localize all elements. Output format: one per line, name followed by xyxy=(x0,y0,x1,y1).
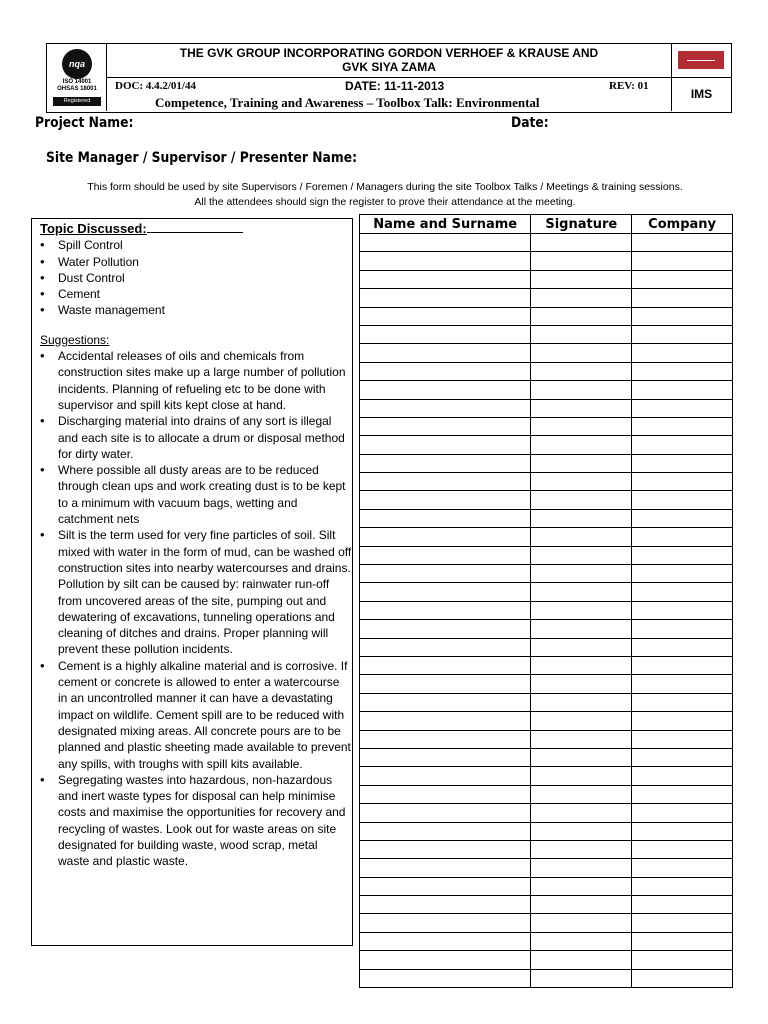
name-cell[interactable] xyxy=(360,289,531,307)
attendance-row xyxy=(360,546,733,564)
signature-cell[interactable] xyxy=(531,546,632,564)
topic-item: • Dust Control xyxy=(58,270,352,286)
suggestion-item: • Accidental releases of oils and chemicals from construction sites make up a large number of pollution incidents. Planning of refueling etc to be done with supervisor and spill kits kept close at hand. xyxy=(58,348,352,413)
company-cell[interactable] xyxy=(632,859,733,877)
nqa-logo-mark: nqa xyxy=(62,49,92,79)
suggestion-list xyxy=(40,348,352,870)
name-cell[interactable] xyxy=(360,399,531,417)
signature-cell[interactable] xyxy=(531,767,632,785)
signature-cell[interactable] xyxy=(531,730,632,748)
signature-cell[interactable] xyxy=(531,693,632,711)
column-header-signature: Signature xyxy=(531,215,632,234)
company-cell[interactable] xyxy=(632,473,733,491)
company-cell[interactable] xyxy=(632,656,733,674)
signature-cell[interactable] xyxy=(531,748,632,766)
attendance-row xyxy=(360,473,733,491)
company-cell[interactable] xyxy=(632,951,733,969)
signature-cell[interactable] xyxy=(531,583,632,601)
company-cell[interactable] xyxy=(632,730,733,748)
signature-cell[interactable] xyxy=(531,932,632,950)
attendance-row xyxy=(360,693,733,711)
name-cell[interactable] xyxy=(360,675,531,693)
document-header xyxy=(46,43,732,113)
signature-cell[interactable] xyxy=(531,785,632,803)
topic-item: • Waste management xyxy=(58,302,352,318)
company-cell[interactable] xyxy=(632,804,733,822)
attendance-row xyxy=(360,399,733,417)
signature-cell[interactable] xyxy=(531,877,632,895)
attendance-row xyxy=(360,638,733,656)
company-cell[interactable] xyxy=(632,785,733,803)
signature-cell[interactable] xyxy=(531,436,632,454)
company-cell[interactable] xyxy=(632,638,733,656)
name-cell[interactable] xyxy=(360,730,531,748)
attendance-row xyxy=(360,822,733,840)
attendance-row xyxy=(360,270,733,288)
name-cell[interactable] xyxy=(360,252,531,270)
company-cell[interactable] xyxy=(632,601,733,619)
company-cell[interactable] xyxy=(632,289,733,307)
name-cell[interactable] xyxy=(360,693,531,711)
name-cell[interactable] xyxy=(360,546,531,564)
signature-cell[interactable] xyxy=(531,601,632,619)
signature-cell[interactable] xyxy=(531,344,632,362)
attendance-row xyxy=(360,583,733,601)
company-cell[interactable] xyxy=(632,840,733,858)
signature-cell[interactable] xyxy=(531,804,632,822)
company-cell[interactable] xyxy=(632,454,733,472)
name-cell[interactable] xyxy=(360,712,531,730)
company-cell[interactable] xyxy=(632,583,733,601)
signature-cell[interactable] xyxy=(531,675,632,693)
company-cell[interactable] xyxy=(632,509,733,527)
signature-cell[interactable] xyxy=(531,325,632,343)
name-cell[interactable] xyxy=(360,748,531,766)
company-cell[interactable] xyxy=(632,620,733,638)
attendance-row xyxy=(360,565,733,583)
suggestion-item: • Segregating wastes into hazardous, non-hazardous and inert waste types for disposal can help minimise costs and maximise the opportunities for recovery and recycling of wastes. Look out for waste areas on site designated for building waste, wood scrap, metal waste and plastic waste. xyxy=(58,772,352,870)
signature-cell[interactable] xyxy=(531,656,632,674)
signature-cell[interactable] xyxy=(531,969,632,987)
name-cell[interactable] xyxy=(360,307,531,325)
company-cell[interactable] xyxy=(632,399,733,417)
signature-cell[interactable] xyxy=(531,473,632,491)
attendance-row xyxy=(360,252,733,270)
name-cell[interactable] xyxy=(360,473,531,491)
attendance-row xyxy=(360,417,733,435)
company-cell[interactable] xyxy=(632,362,733,380)
attendance-row xyxy=(360,491,733,509)
signature-cell[interactable] xyxy=(531,234,632,252)
company-cell[interactable] xyxy=(632,914,733,932)
doc-date: DATE: 11-11-2013 xyxy=(345,79,445,93)
project-name-label: Project Name: xyxy=(35,115,134,131)
company-cell[interactable] xyxy=(632,877,733,895)
attendance-row xyxy=(360,656,733,674)
attendance-row xyxy=(360,785,733,803)
name-cell[interactable] xyxy=(360,859,531,877)
signature-cell[interactable] xyxy=(531,307,632,325)
company-cell[interactable] xyxy=(632,417,733,435)
company-cell[interactable] xyxy=(632,252,733,270)
company-cell[interactable] xyxy=(632,932,733,950)
name-cell[interactable] xyxy=(360,325,531,343)
cert-iso-label: ISO 14001 xyxy=(62,79,92,85)
attendance-row xyxy=(360,859,733,877)
signature-cell[interactable] xyxy=(531,381,632,399)
attendance-row xyxy=(360,454,733,472)
company-cell[interactable] xyxy=(632,325,733,343)
company-cell[interactable] xyxy=(632,344,733,362)
company-cell[interactable] xyxy=(632,436,733,454)
attendance-row xyxy=(360,289,733,307)
column-header-company: Company xyxy=(632,215,733,234)
company-name: THE GVK GROUP INCORPORATING GORDON VERHOEF & KRAUSE AND GVK SIYA ZAMA xyxy=(107,44,671,78)
topic-heading: Topic Discussed: xyxy=(40,221,352,237)
attendance-row xyxy=(360,877,733,895)
topic-list xyxy=(40,237,352,318)
cert-ohsas-label: OHSAS 18001 xyxy=(57,86,97,92)
topic-item: • Cement xyxy=(58,286,352,302)
topic-item: • Water Pollution xyxy=(58,254,352,270)
attendance-row xyxy=(360,767,733,785)
name-cell[interactable] xyxy=(360,601,531,619)
company-cell[interactable] xyxy=(632,822,733,840)
attendance-header-row xyxy=(360,215,733,234)
signature-cell[interactable] xyxy=(531,362,632,380)
name-cell[interactable] xyxy=(360,896,531,914)
attendance-row xyxy=(360,712,733,730)
instructions: This form should be used by site Supervisors / Foremen / Managers during the site Toolbox Talks / Meetings & training sessions. All the attendees should sign the register to prove their attendance at the meeting. xyxy=(87,181,683,208)
name-cell[interactable] xyxy=(360,417,531,435)
company-cell[interactable] xyxy=(632,693,733,711)
suggestion-item: • Cement is a highly alkaline material and is corrosive. If cement or concrete is allowed to enter a watercourse in an uncontrolled manner it can have a devastating impact on wildlife. Cement spill are to be reduced with designated mixing areas. All concrete pours are to be planned and plastic sheeting made available to prevent any spills, with troughs with spill kits available. xyxy=(58,658,352,772)
signature-cell[interactable] xyxy=(531,859,632,877)
attendance-row xyxy=(360,509,733,527)
name-cell[interactable] xyxy=(360,840,531,858)
signature-cell[interactable] xyxy=(531,528,632,546)
company-cell[interactable] xyxy=(632,712,733,730)
signature-cell[interactable] xyxy=(531,620,632,638)
signature-cell[interactable] xyxy=(531,417,632,435)
topic-box xyxy=(31,218,353,946)
company-cell[interactable] xyxy=(632,767,733,785)
signature-cell[interactable] xyxy=(531,712,632,730)
attendance-row xyxy=(360,528,733,546)
attendance-row xyxy=(360,675,733,693)
company-cell[interactable] xyxy=(632,546,733,564)
doc-number: DOC: 4.4.2/01/44 xyxy=(115,80,196,92)
name-cell[interactable] xyxy=(360,620,531,638)
attendance-row xyxy=(360,914,733,932)
attendance-row xyxy=(360,969,733,987)
attendance-row xyxy=(360,362,733,380)
attendance-row xyxy=(360,307,733,325)
name-cell[interactable] xyxy=(360,509,531,527)
company-cell[interactable] xyxy=(632,491,733,509)
company-cell[interactable] xyxy=(632,307,733,325)
presenter-name-label: Site Manager / Supervisor / Presenter Name: xyxy=(46,150,357,166)
attendance-row xyxy=(360,325,733,343)
doc-info-row xyxy=(107,78,671,111)
name-cell[interactable] xyxy=(360,877,531,895)
signature-cell[interactable] xyxy=(531,914,632,932)
name-cell[interactable] xyxy=(360,785,531,803)
doc-subtitle: Competence, Training and Awareness – Toolbox Talk: Environmental xyxy=(155,95,540,110)
name-cell[interactable] xyxy=(360,344,531,362)
attendance-row xyxy=(360,620,733,638)
attendance-row xyxy=(360,748,733,766)
attendance-row xyxy=(360,840,733,858)
suggestion-item: • Silt is the term used for very fine particles of soil. Silt mixed with water in the form of mud, can be washed off construction sites into nearby watercourses and drains. Pollution by silt can be caused by: rainwater run-off from uncovered areas of the site, pumping out and dewatering of excavations, tunneling operations and cleaning of ditches and drains. Proper planning will prevent these pollution incidents. xyxy=(58,527,352,657)
name-cell[interactable] xyxy=(360,565,531,583)
company-cell[interactable] xyxy=(632,969,733,987)
signature-cell[interactable] xyxy=(531,565,632,583)
ims-label: IMS xyxy=(671,78,731,111)
signature-cell[interactable] xyxy=(531,399,632,417)
signature-cell[interactable] xyxy=(531,951,632,969)
attendance-body xyxy=(360,234,733,988)
signature-cell[interactable] xyxy=(531,509,632,527)
name-cell[interactable] xyxy=(360,932,531,950)
name-cell[interactable] xyxy=(360,583,531,601)
name-cell[interactable] xyxy=(360,528,531,546)
gvk-logo-mark xyxy=(678,51,724,69)
name-cell[interactable] xyxy=(360,767,531,785)
doc-revision: REV: 01 xyxy=(609,80,649,92)
signature-cell[interactable] xyxy=(531,840,632,858)
name-cell[interactable] xyxy=(360,914,531,932)
signature-cell[interactable] xyxy=(531,638,632,656)
attendance-register xyxy=(359,214,733,988)
attendance-row xyxy=(360,951,733,969)
company-cell[interactable] xyxy=(632,528,733,546)
name-cell[interactable] xyxy=(360,638,531,656)
name-cell[interactable] xyxy=(360,436,531,454)
signature-cell[interactable] xyxy=(531,491,632,509)
attendance-row xyxy=(360,932,733,950)
signature-cell[interactable] xyxy=(531,270,632,288)
signature-cell[interactable] xyxy=(531,289,632,307)
name-cell[interactable] xyxy=(360,381,531,399)
name-cell[interactable] xyxy=(360,362,531,380)
name-cell[interactable] xyxy=(360,822,531,840)
column-header-name: Name and Surname xyxy=(360,215,531,234)
topic-item: • Spill Control xyxy=(58,237,352,253)
signature-cell[interactable] xyxy=(531,896,632,914)
gvk-logo xyxy=(671,44,731,78)
signature-cell[interactable] xyxy=(531,252,632,270)
attendance-row xyxy=(360,730,733,748)
suggestion-item: • Discharging material into drains of any sort is illegal and each site is to allocate a drum or disposal method for dirty water. xyxy=(58,413,352,462)
name-cell[interactable] xyxy=(360,804,531,822)
signature-cell[interactable] xyxy=(531,822,632,840)
attendance-row xyxy=(360,234,733,252)
name-cell[interactable] xyxy=(360,951,531,969)
name-cell[interactable] xyxy=(360,454,531,472)
signature-cell[interactable] xyxy=(531,454,632,472)
name-cell[interactable] xyxy=(360,270,531,288)
date-label: Date: xyxy=(511,115,549,131)
company-cell[interactable] xyxy=(632,748,733,766)
name-cell[interactable] xyxy=(360,656,531,674)
suggestions-heading: Suggestions: xyxy=(40,332,110,347)
name-cell[interactable] xyxy=(360,491,531,509)
suggestion-item: • Where possible all dusty areas are to be reduced through clean ups and work creating dust is to be kept to a minimum with vacuum bags, wetting and catchment nets xyxy=(58,462,352,527)
company-cell[interactable] xyxy=(632,565,733,583)
attendance-row xyxy=(360,601,733,619)
company-cell[interactable] xyxy=(632,234,733,252)
company-cell[interactable] xyxy=(632,896,733,914)
nqa-certification-logo xyxy=(47,44,107,111)
registered-label: Registered xyxy=(53,97,101,106)
name-cell[interactable] xyxy=(360,969,531,987)
attendance-row xyxy=(360,436,733,454)
attendance-row xyxy=(360,381,733,399)
name-cell[interactable] xyxy=(360,234,531,252)
attendance-row xyxy=(360,344,733,362)
attendance-row xyxy=(360,896,733,914)
company-cell[interactable] xyxy=(632,270,733,288)
attendance-row xyxy=(360,804,733,822)
company-cell[interactable] xyxy=(632,675,733,693)
company-cell[interactable] xyxy=(632,381,733,399)
